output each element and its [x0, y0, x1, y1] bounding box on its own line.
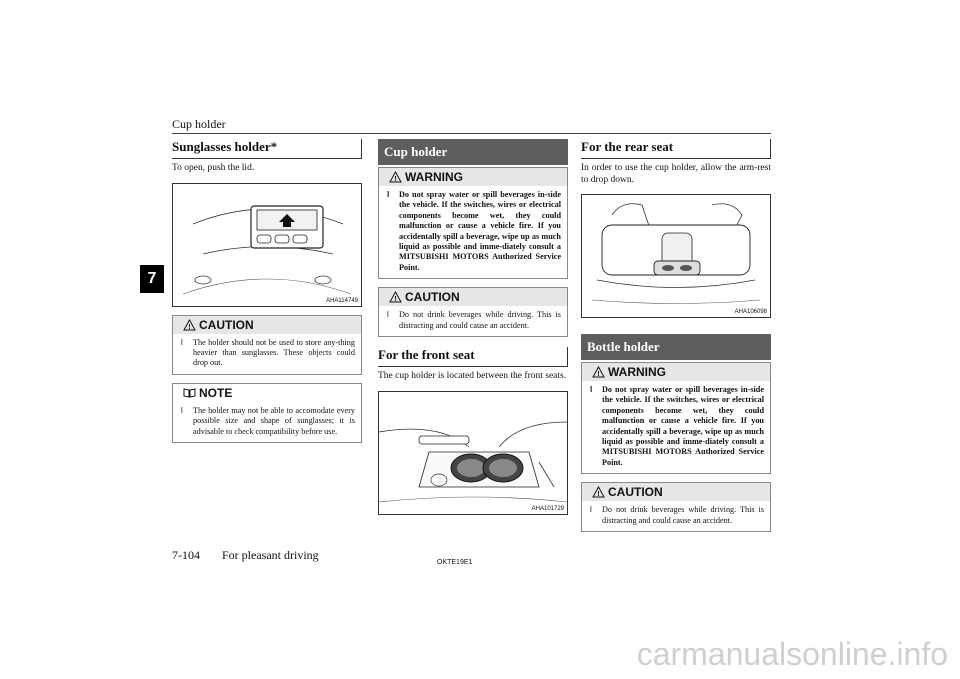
figure-code: AHA114749 — [326, 297, 358, 304]
caution-box — [581, 482, 771, 532]
svg-text:!: ! — [597, 371, 600, 378]
header-rule — [172, 133, 771, 134]
note-text: The holder may not be able to accomodate every possible size and shape of sunglasses; it is advisable to check compatibility before use. — [193, 405, 355, 436]
bottle-holder-section-title: Bottle holder — [581, 334, 771, 360]
warning-triangle-icon — [389, 291, 402, 303]
warning-header — [582, 363, 770, 381]
front-console-illustration — [379, 392, 567, 514]
warning-text: Do not spray water or spill beverages in-side the vehicle. If the switches, wires or electrical components become wet, they could malfunction or cause a vehicle fire. If you accidentally spill a beverage, wipe up as much liquid as possible and imme-diately consult a MITSUBISHI MOTORS Authorized Service Point. — [399, 190, 561, 272]
rear-seat-heading: For the rear seat — [581, 139, 771, 159]
warning-header — [379, 168, 567, 186]
sunglasses-intro: To open, push the lid. — [172, 163, 255, 173]
footer-section: For pleasant driving — [222, 548, 319, 562]
bullet-icon: l — [590, 505, 592, 515]
front-seat-text: The cup holder is located between the front seats. — [378, 371, 567, 382]
sunglasses-holder-column — [172, 139, 362, 443]
svg-text:!: ! — [394, 176, 397, 183]
warning-label: WARNING — [405, 170, 463, 184]
caution-header — [582, 483, 770, 501]
front-seat-heading: For the front seat — [378, 347, 568, 367]
note-box — [172, 383, 362, 443]
note-header — [173, 384, 361, 402]
svg-text:!: ! — [394, 296, 397, 304]
watermark: carmanualsonline.info — [636, 636, 948, 672]
rear-armrest-illustration — [582, 195, 770, 317]
caution-box — [172, 315, 362, 375]
figure-code: AHA101729 — [531, 505, 564, 512]
front-cup-holder-figure — [378, 391, 568, 515]
caution-header — [173, 316, 361, 334]
bullet-icon: l — [590, 385, 593, 394]
caution-text: Do not drink beverages while driving. This is distracting and could cause an accident. — [399, 310, 561, 330]
caution-label: CAUTION — [405, 290, 460, 305]
caution-text: The holder should not be used to store any-thing heavier than sunglasses. These objects could drop out. — [193, 337, 355, 368]
bullet-icon: l — [181, 337, 183, 347]
warning-triangle-icon — [389, 171, 402, 183]
cup-holder-column — [378, 139, 568, 515]
caution-box — [378, 287, 568, 337]
rear-and-bottle-column — [581, 139, 771, 532]
bullet-icon: l — [387, 190, 390, 199]
svg-text:!: ! — [597, 491, 600, 499]
caution-header — [379, 288, 567, 306]
page-number: 7-104 — [172, 548, 200, 562]
document-code: OKTE19E1 — [437, 559, 473, 566]
warning-triangle-icon — [592, 366, 605, 378]
caution-label: CAUTION — [199, 317, 254, 332]
warning-box — [581, 362, 771, 474]
bullet-icon: l — [387, 310, 389, 320]
note-label: NOTE — [199, 385, 233, 400]
warning-triangle-icon — [592, 486, 605, 498]
cup-holder-section-title: Cup holder — [378, 139, 568, 165]
page-title: Cup holder — [172, 117, 226, 131]
caution-label: CAUTION — [608, 485, 663, 500]
caution-text: Do not drink beverages while driving. This is distracting and could cause an accident. — [602, 505, 764, 525]
overhead-console-illustration — [173, 184, 361, 306]
svg-text:!: ! — [188, 323, 191, 331]
rear-cup-holder-figure — [581, 194, 771, 318]
sunglasses-holder-figure — [172, 183, 362, 307]
warning-triangle-icon — [183, 319, 196, 331]
note-book-icon — [183, 387, 196, 398]
sunglasses-holder-heading: Sunglasses holder* — [172, 139, 362, 159]
warning-box — [378, 167, 568, 279]
rear-seat-text: In order to use the cup holder, allow the arm-rest to drop down. — [581, 163, 771, 185]
bullet-icon: l — [181, 405, 183, 415]
chapter-tab: 7 — [140, 265, 164, 293]
warning-label: WARNING — [608, 365, 666, 379]
warning-text: Do not spray water or spill beverages in-side the vehicle. If the switches, wires or electrical components become wet, they could malfunction or cause a vehicle fire. If you accidentally spill a beverage, wipe up as much liquid as possible and imme-diately consult a MITSUBISHI MOTORS Authorized Service Point. — [602, 385, 764, 467]
figure-code: AHA106098 — [734, 309, 767, 315]
